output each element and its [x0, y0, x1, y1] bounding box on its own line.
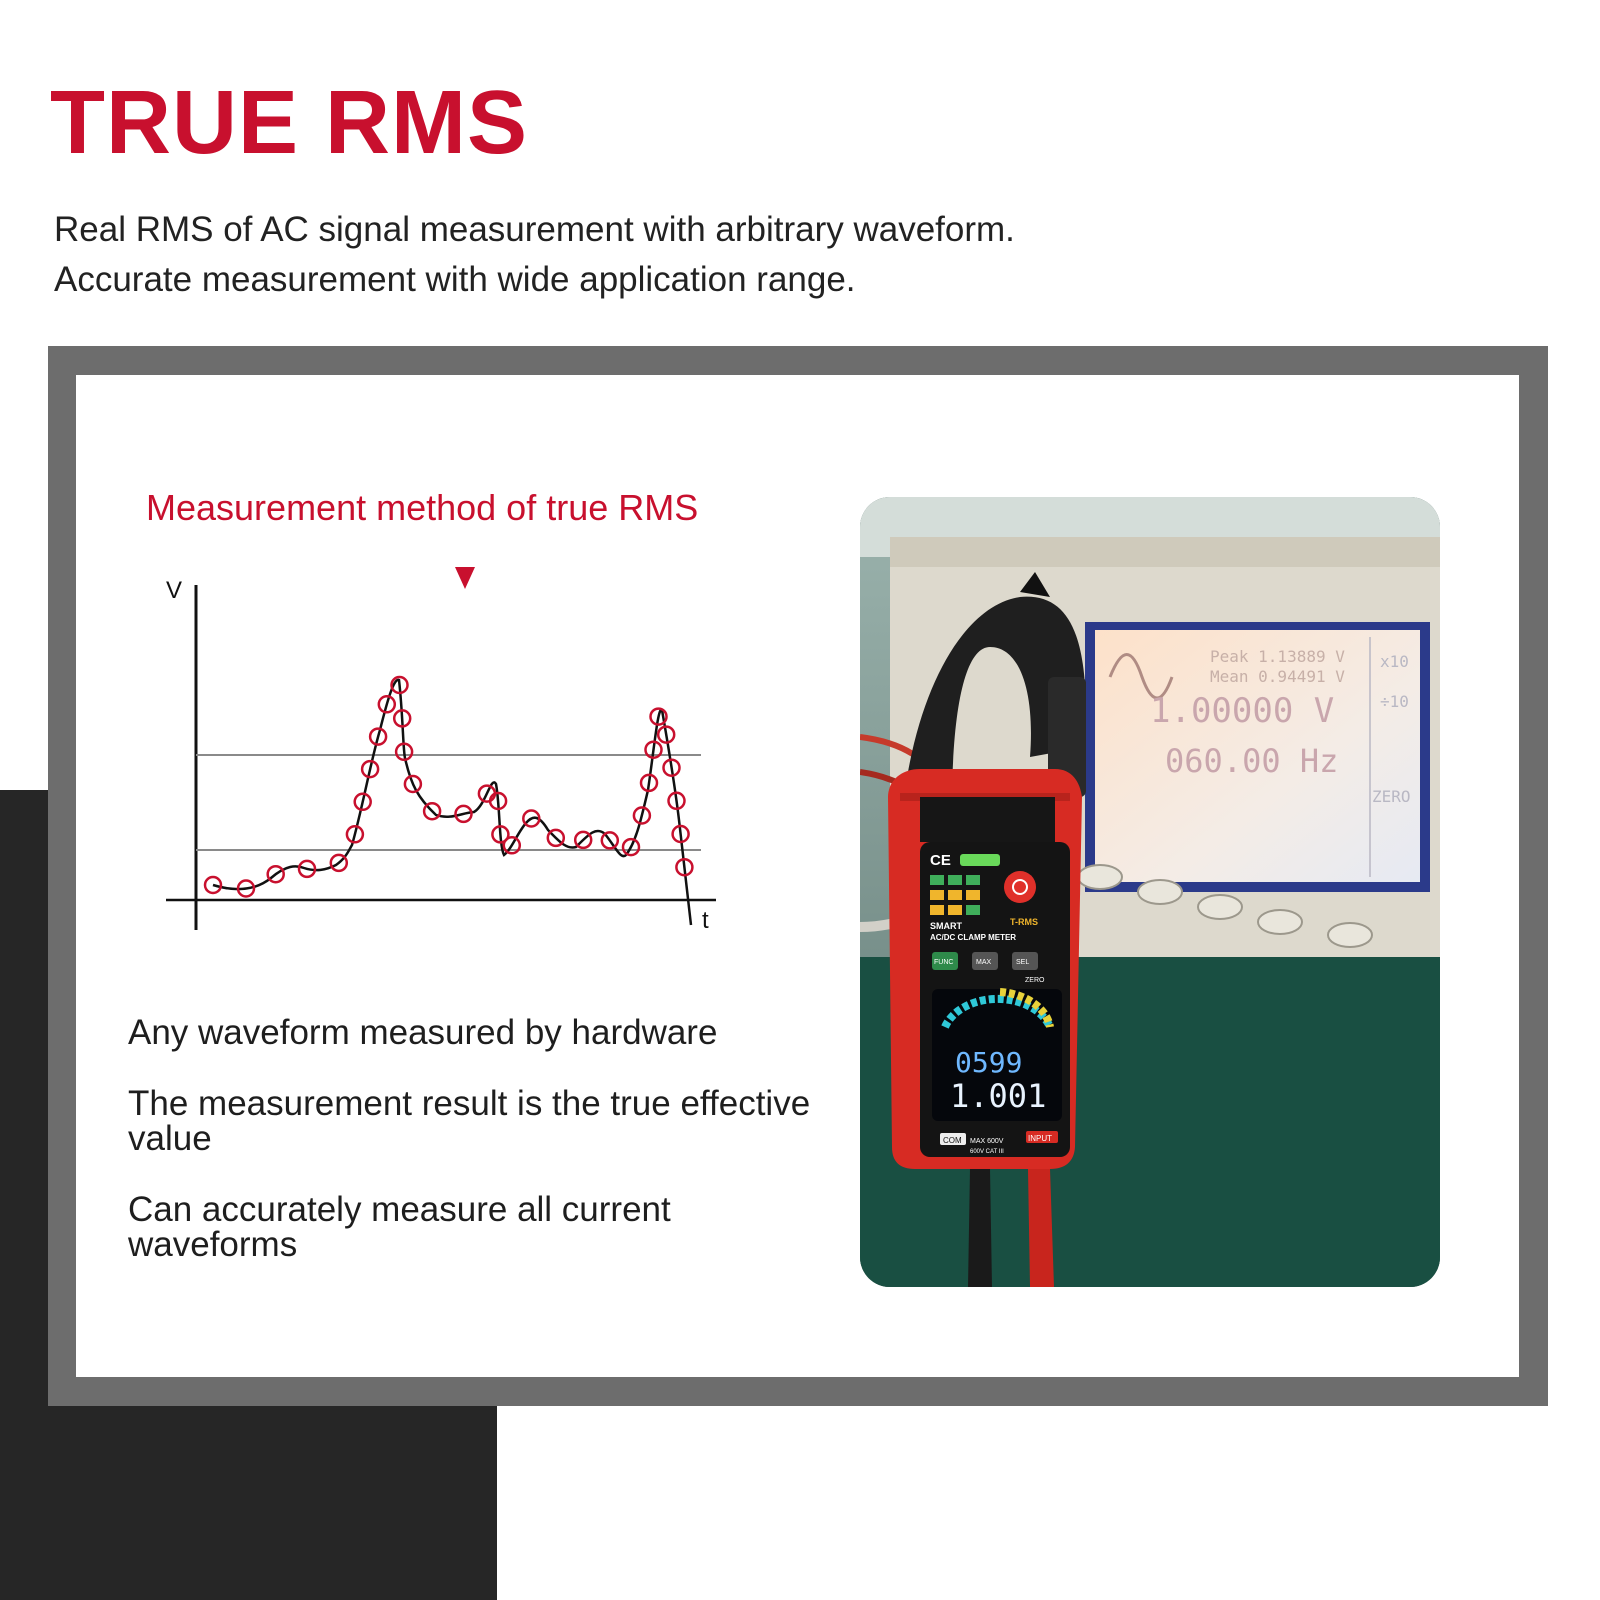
sample-points	[205, 677, 692, 897]
indicator-light	[960, 854, 1000, 866]
scope-mean: Mean 0.94491 V	[1210, 667, 1345, 686]
scope-softkey: x10	[1380, 652, 1409, 671]
meter-reading-main: 1.001	[950, 1077, 1047, 1115]
y-axis-label: V	[166, 580, 183, 604]
meter-sel-label: SEL	[1016, 959, 1030, 966]
red-test-lead	[1028, 1169, 1054, 1287]
meter-label-clamp: AC/DC CLAMP METER	[930, 933, 1017, 942]
page-title: TRUE RMS	[50, 73, 528, 173]
x-axis-label: t	[702, 907, 709, 930]
waveform-curve	[213, 680, 691, 925]
intro-text	[54, 205, 1254, 305]
meter-keypad	[930, 875, 980, 915]
meter-max-label: MAX	[976, 959, 992, 966]
meter-com-label: COM	[943, 1136, 962, 1145]
meter-badge-trms: T-RMS	[1010, 917, 1038, 927]
meter-reading-top: 0599	[955, 1046, 1023, 1079]
scope-frequency: 060.00 Hz	[1165, 742, 1339, 780]
meter-label-smart: SMART	[930, 921, 962, 931]
intro-line: Accurate measurement with wide application range.	[54, 260, 856, 299]
content-panel	[76, 375, 1519, 1377]
product-photo-illustration	[860, 497, 1440, 1287]
feature-item: The measurement result is the true effective value	[128, 1084, 811, 1158]
scope-peak: Peak 1.13889 V	[1210, 647, 1345, 666]
ce-mark: CE	[930, 852, 951, 869]
meter-input-label: INPUT	[1028, 1134, 1052, 1143]
diagram-title: Measurement method of true RMS	[146, 487, 699, 528]
scope-softkey: ZERO	[1372, 787, 1411, 806]
intro-line: Real RMS of AC signal measurement with arbitrary waveform.	[54, 210, 1015, 249]
feature-item: Any waveform measured by hardware	[128, 1013, 718, 1052]
power-button	[1004, 871, 1036, 903]
product-photo	[860, 497, 1440, 1287]
meter-func-label: FUNC	[934, 959, 954, 966]
waveform-diagram	[156, 580, 756, 930]
feature-item: Can accurately measure all current waveforms	[128, 1190, 671, 1264]
feature-list	[128, 1015, 848, 1298]
scope-main-reading: 1.00000 V	[1150, 691, 1335, 731]
meter-cat-label: 600V CAT III	[970, 1149, 1004, 1155]
black-test-lead	[968, 1169, 992, 1287]
meter-rating: MAX 600V	[970, 1138, 1004, 1145]
scope-softkey: ÷10	[1380, 692, 1409, 711]
meter-zero-label: ZERO	[1025, 977, 1045, 984]
meter-function-buttons	[932, 952, 1038, 970]
